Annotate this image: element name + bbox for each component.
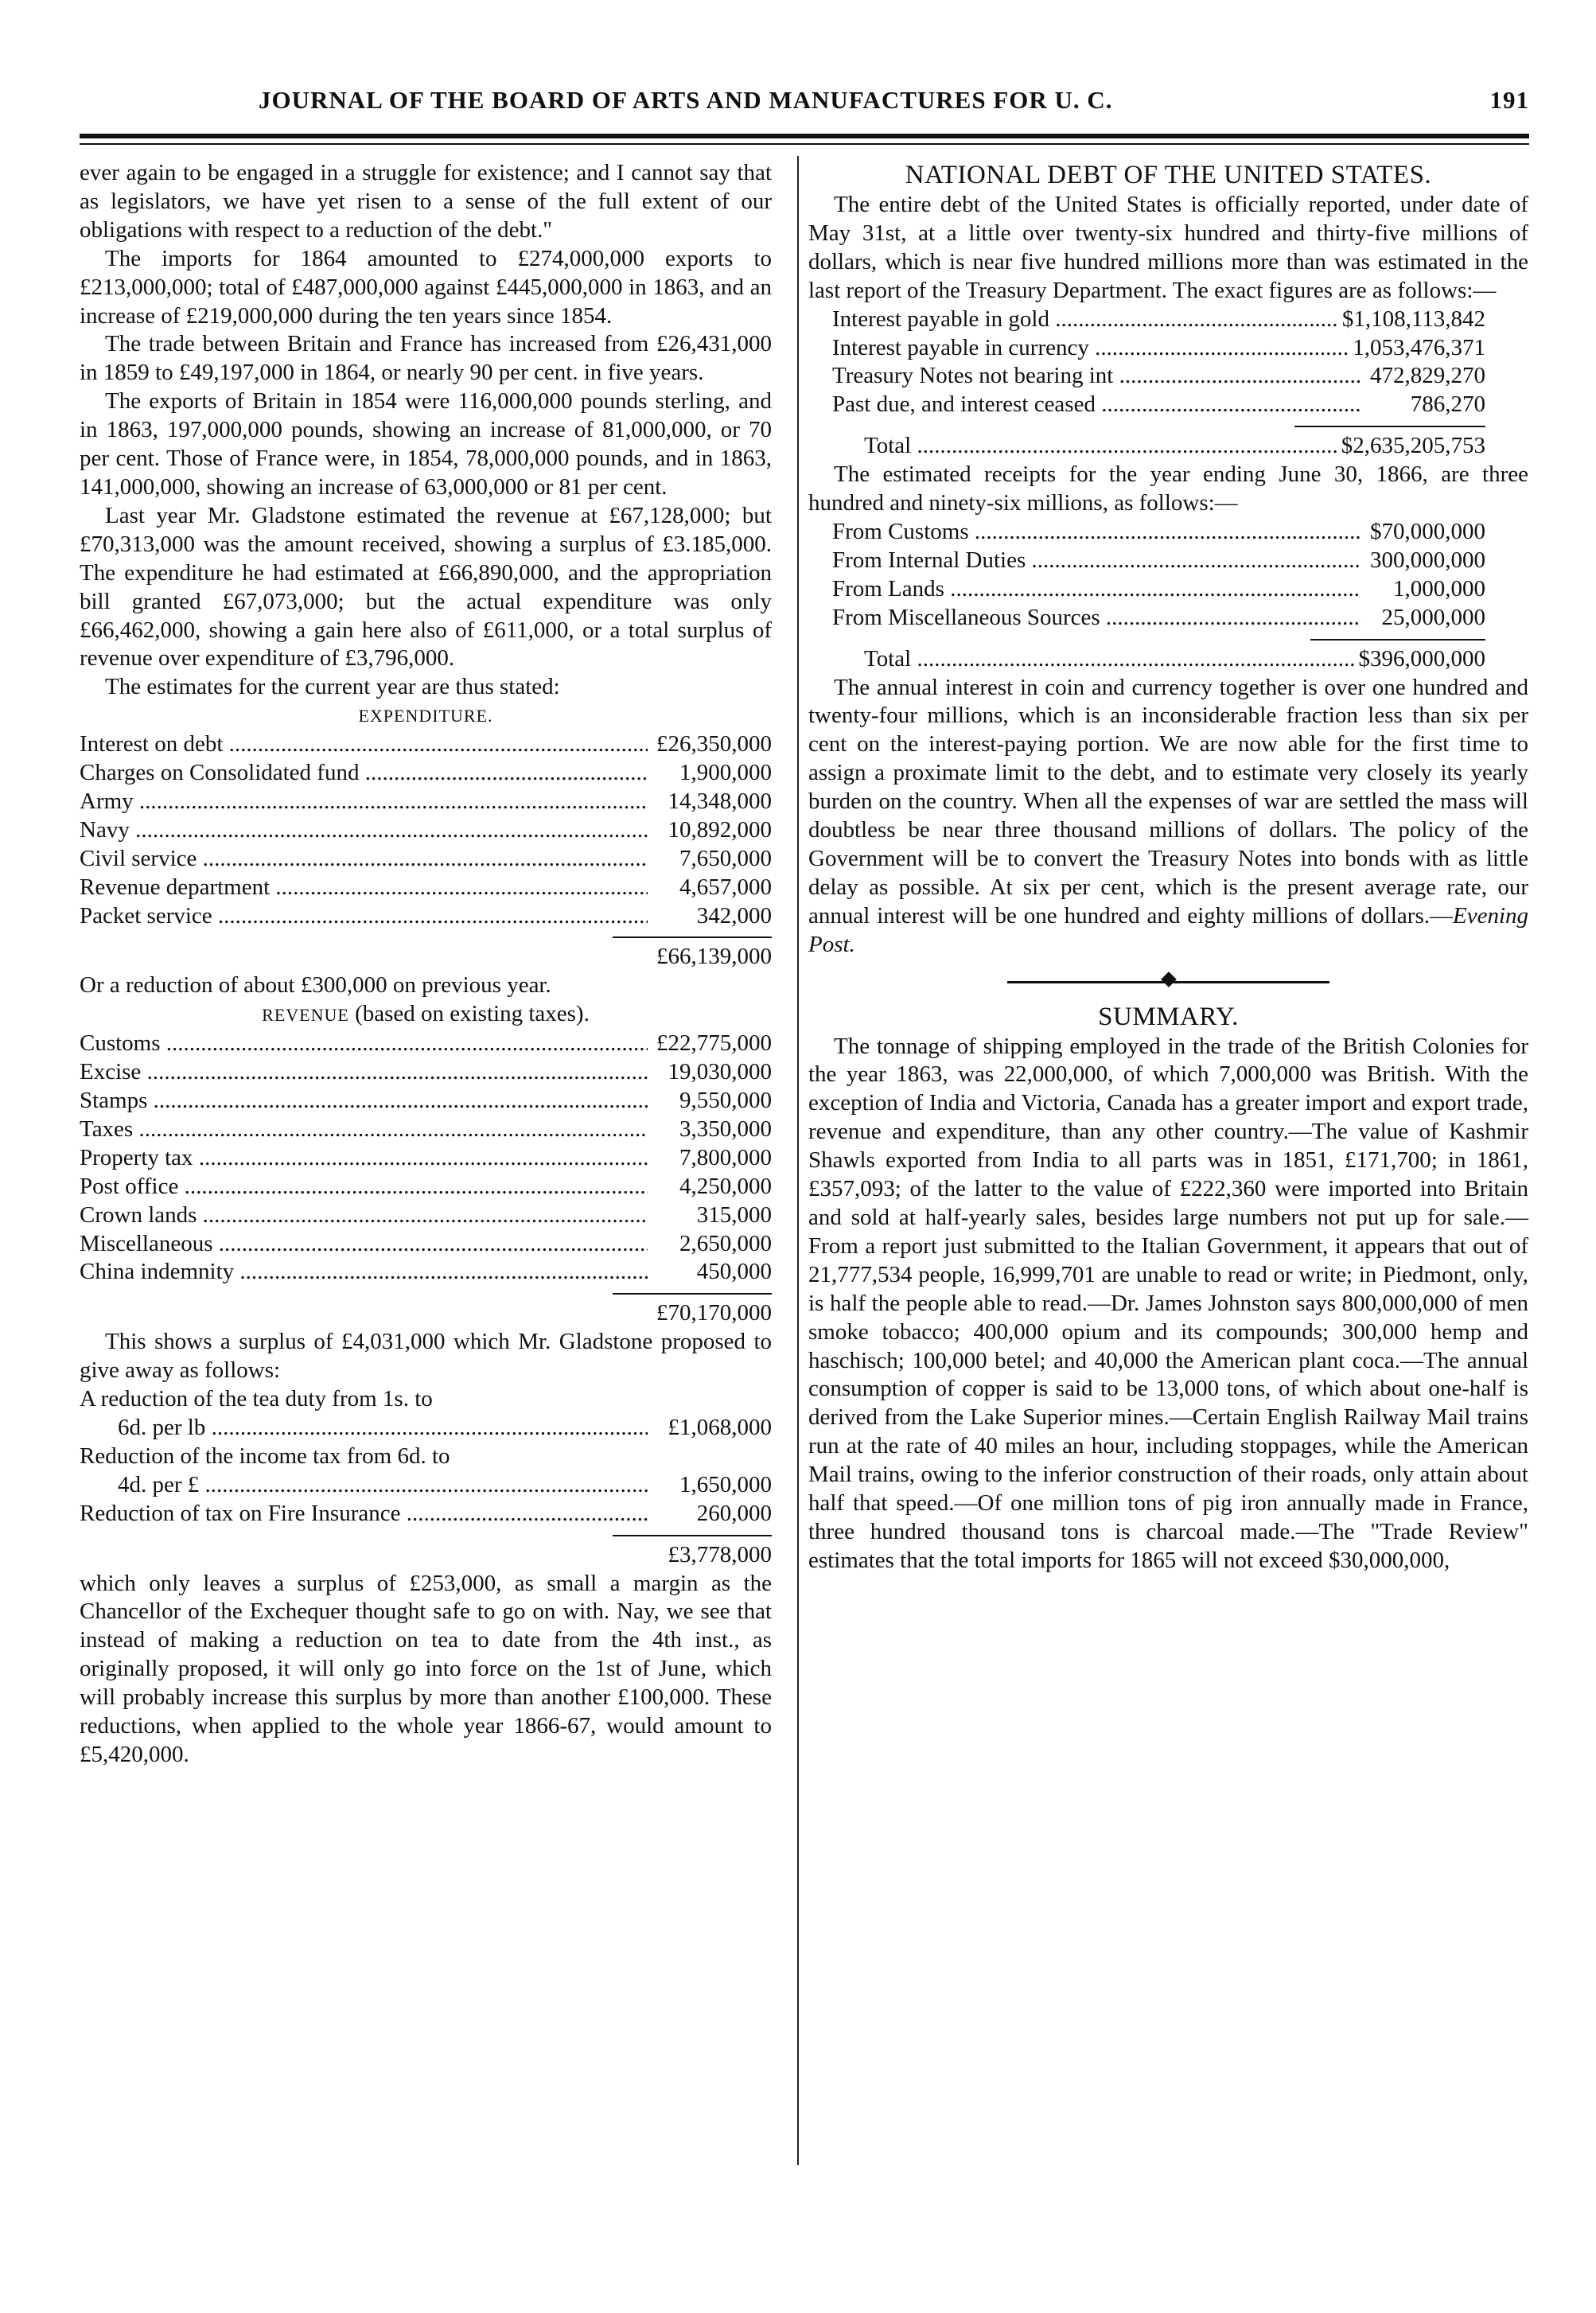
table-row: Charges on Consolidated fund ..... 1,900,000 (80, 759, 772, 788)
left-column (80, 159, 772, 1770)
journal-title: JOURNAL OF THE BOARD OF ARTS AND MANUFACTURES FOR U. C. (259, 86, 1113, 114)
paragraph: The tonnage of shipping employed in the trade of the British Colonies for the year 1863, was 22,000,000, of which 7,000,000 was British. With the exception of India and Victoria, Canada has a greater import and export trade, revenue and expenditure, than any other country.—The value of Kashmir Shawls exported from India to all parts was in 1851, £171,700; in 1861, £357,093; of the latter to the value of £222,360 were imported into Britain and sold at half-yearly sales, besides large numbers not put up for sale.—From a report just submitted to the Italian Government, it appears that out of 21,777,534 people, 16,999,701 are unable to read or write; in Piedmont, only, is half the people able to read.—Dr. James Johnston says 800,000,000 of men smoke tobacco; 400,000 opium and its compounds; 300,000 hemp and haschisch; 100,000 betel; and 40,000 the American plant coca.—The annual consumption of copper is said to be 13,000 tons, of which about one-half is derived from the Lake Superior mines.—Certain English Railway Mail trains run at the rate of 40 miles an hour, including stoppages, while the American Mail trains, owing to the inferior construction of their roads, only attain about half that speed.—Of one million tons of pig iron annually made in France, three hundred thousand tons is charcoal made.—The "Trade Review" estimates that the total imports for 1865 will not exceed $30,000,000, (808, 1033, 1528, 1573)
table-row: Army ..... 14,348,000 (80, 788, 772, 816)
table-row: Customs ..... £22,775,000 (80, 1030, 772, 1058)
table-row: 4d. per £ ..... 1,650,000 (80, 1471, 772, 1500)
table-row: Property tax ..... 7,800,000 (80, 1144, 772, 1173)
right-column (808, 159, 1528, 1575)
table-row: Packet service ..... 342,000 (80, 902, 772, 931)
table-row: Revenue department ..... 4,657,000 (80, 874, 772, 902)
paragraph: The annual interest in coin and currency together is over one hundred and twenty-four millions, which is an inconsiderable fraction less than six per cent on the interest-paying portion. We are now able for the first time to assign a proximate limit to the debt, and to estimate very closely its yearly burden on the country. When all the expenses of war are settled the mass will doubtless be near three thousand millions of dollars. The policy of the Government will be to convert the Treasury Notes into bonds with as little delay as possible. At six per cent, which is the present average rate, our annual interest will be one hundred and eighty millions of dollars.—Evening Post. (808, 674, 1528, 957)
table-row: From Lands ..... 1,000,000 (832, 575, 1485, 604)
revenue-heading: REVENUE (based on existing taxes). (262, 1001, 590, 1027)
expenditure-table (80, 730, 772, 972)
paragraph: The exports of Britain in 1854 were 116,000,000 pounds sterling, and in 1863, 197,000,000 pounds, showing an increase of 81,000,000, or 70 per cent. Those of France were, in 1854, 78,000,000 pounds, and in 1863, 141,000,000, showing an increase of 63,000,000 or 81 per cent. (80, 388, 772, 500)
paragraph: Last year Mr. Gladstone estimated the revenue at £67,128,000; but £70,313,000 was the amount received, showing a surplus of £3.185,000. The expenditure he had estimated at £66,890,000, and the appropriation bill granted £67,073,000; but the actual expenditure was only £66,462,000, showing a gain here also of £611,000, or a total surplus of revenue over expenditure of £3,796,000. (80, 502, 772, 672)
revenue-total: £70,170,000 (656, 1300, 772, 1326)
total-rule (613, 1293, 772, 1295)
table-row: Stamps ..... 9,550,000 (80, 1087, 772, 1116)
table-row: Past due, and interest ceased ..... 786,270 (832, 391, 1485, 419)
table-row: China indemnity ..... 450,000 (80, 1258, 772, 1287)
section-title-national-debt: NATIONAL DEBT OF THE UNITED STATES. (905, 161, 1432, 189)
table-row: Navy ..... 10,892,000 (80, 816, 772, 845)
paragraph: which only leaves a surplus of £253,000, as small a margin as the Chancellor of the Exchequer thought safe to go on with. Nay, we see that instead of making a reduction on tea to date from the 4th inst., as originally proposed, it will only go into force on the 1st of June, which will probably increase this surplus by more than another £100,000. These reductions, when applied to the whole year 1866-67, would amount to £5,420,000. (80, 1570, 772, 1767)
paragraph: ever again to be engaged in a struggle for existence; and I cannot say that as legislators, we have yet risen to a sense of the full extent of our obligations with respect to a reduction of the debt." (80, 160, 772, 243)
paragraph: The estimates for the current year are thus stated: (105, 674, 560, 700)
table-row-total: Total ..... $2,635,205,753 (832, 432, 1485, 461)
paragraph: The imports for 1864 amounted to £274,000,000 exports to £213,000,000; total of £487,000,000 against £445,000,000 in 1863, and an increase of £219,000,000 during the ten years since 1854. (80, 245, 772, 329)
table-row: From Customs ..... $70,000,000 (832, 518, 1485, 547)
table-row: Post office ..... 4,250,000 (80, 1173, 772, 1201)
table-row: 6d. per lb ..... £1,068,000 (80, 1414, 772, 1443)
receipts-table (808, 518, 1528, 674)
reductions-table (80, 1385, 772, 1569)
section-ornament (808, 974, 1528, 990)
table-row: Interest payable in gold ..... $1,108,113,842 (832, 306, 1485, 334)
paragraph: The trade between Britain and France has increased from £26,431,000 in 1859 to £49,197,000 in 1864, or nearly 90 per cent. in five years. (80, 331, 772, 386)
table-row: Miscellaneous ..... 2,650,000 (80, 1230, 772, 1259)
total-rule (1310, 639, 1485, 641)
table-row: Crown lands ..... 315,000 (80, 1201, 772, 1230)
table-row: Taxes ..... 3,350,000 (80, 1116, 772, 1144)
page-number: 191 (1489, 86, 1529, 114)
header-rule-thick (80, 134, 1529, 138)
table-row-total: Total ..... $396,000,000 (832, 645, 1485, 674)
table-row-line: Reduction of the income tax from 6d. to (80, 1443, 450, 1469)
table-row: Interest on debt ..... £26,350,000 (80, 730, 772, 759)
paragraph: This shows a surplus of £4,031,000 which Mr. Gladstone proposed to give away as follows: (80, 1329, 772, 1384)
table-row: Reduction of tax on Fire Insurance ..... 260,000 (80, 1500, 772, 1528)
total-rule (613, 1535, 772, 1536)
total-rule (1294, 426, 1485, 427)
table-row: Interest payable in currency ..... 1,053,476,371 (832, 334, 1485, 363)
paragraph: Or a reduction of about £300,000 on previous year. (80, 972, 551, 999)
table-row-line: A reduction of the tea duty from 1s. to (80, 1386, 433, 1412)
section-title-summary: SUMMARY. (1098, 1002, 1239, 1031)
debt-table (808, 306, 1528, 461)
reductions-total: £3,778,000 (668, 1541, 772, 1567)
header-rule-thin (80, 143, 1529, 145)
running-header (80, 86, 1529, 126)
table-row: From Miscellaneous Sources ..... 25,000,000 (832, 604, 1485, 633)
table-row: Treasury Notes not bearing int ..... 472,829,270 (832, 362, 1485, 391)
expenditure-total: £66,139,000 (656, 944, 772, 970)
source-attribution: Evening Post. (808, 902, 1528, 957)
revenue-table (80, 1030, 772, 1328)
expenditure-heading: EXPENDITURE. (358, 706, 493, 726)
paragraph: The estimated receipts for the year ending June 30, 1866, are three hundred and ninety-six millions, as follows:— (808, 461, 1528, 516)
total-rule (613, 936, 772, 938)
table-row: Civil service ..... 7,650,000 (80, 845, 772, 874)
paragraph: The entire debt of the United States is officially reported, under date of May 31st, at a little over twenty-six hundred and thirty-five millions of dollars, which is near five hundred millions more than was estimated in the last report of the Treasury Department. The exact figures are as follows:— (808, 192, 1528, 303)
column-divider (797, 156, 799, 2165)
diamond-icon (1161, 972, 1177, 987)
table-row: Excise ..... 19,030,000 (80, 1058, 772, 1087)
table-row: From Internal Duties ..... 300,000,000 (832, 547, 1485, 575)
